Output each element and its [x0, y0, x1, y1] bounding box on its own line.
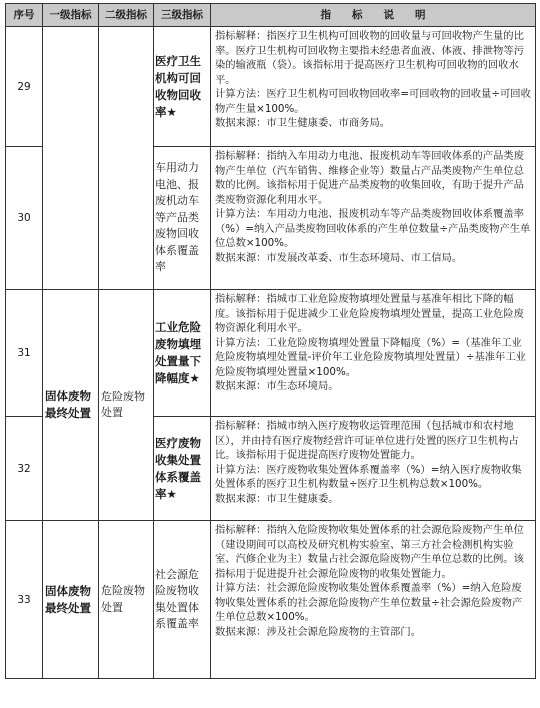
method-text: 计算方法：社会源危险废物收集处置体系覆盖率（%）=纳入危险废物收集处置体系的社会源危险废物产生单位数量÷社会源危险废物产生单位总数×100%。: [215, 582, 523, 623]
explanation-text: 指标解释：指纳入车用动力电池、报废机动车等回收体系的产品类废物产生单位（汽车销售、维修企业等）数量占产品类废物产生单位总数的比例。该指标用于促进产品类废物的收集回收，有助于提升产品类废物资源化利用水平。: [215, 150, 524, 206]
row-index: 32: [6, 417, 43, 521]
level1-cell-empty: [43, 27, 99, 290]
header-level3: 三级指标: [154, 4, 211, 27]
level2-indicator: 危险废物处置: [99, 290, 154, 521]
explanation-text: 指标解释：指纳入危险废物收集处置体系的社会源危险废物产生单位（建设期间可以高校及研究机构实验室、第三方社会检测机构实验室、汽修企业为主）数量占社会源危险废物产生单位总数的比例。该指标用于促进提升社会源危险废物的收集处置能力。: [215, 524, 524, 580]
source-text: 数据来源：市发展改革委、市生态环境局、市工信局。: [215, 251, 463, 264]
method-text: 计算方法：医疗卫生机构可回收物回收率=可回收物的回收量÷可回收物产生量×100%。: [215, 88, 531, 115]
explanation-text: 指标解释：指城市纳入医疗废物收运管理范围（包括城市和农村地区），并由持有医疗废物经营许可证单位进行处置的医疗卫生机构占比。该指标用于促进提高医疗废物处置能力。: [215, 420, 519, 461]
method-text: 计算方法：工业危险废物填埋处置量下降幅度（%）=（基准年工业危险废物填埋处置量-评价年工业危险废物填埋处置量）÷基准年工业危险废物填埋处置量×100%。: [215, 336, 526, 378]
indicator-description: [211, 290, 536, 417]
table-row: [6, 27, 536, 147]
level2-indicator: 危险废物处置: [99, 521, 154, 679]
header-level1: 一级指标: [43, 4, 99, 27]
row-index: 29: [6, 27, 43, 147]
explanation-text: 指标解释：指医疗卫生机构可回收物的回收量与可回收物产生量的比率。医疗卫生机构可回收物主要指未经患者血液、体液、排泄物等污染的输液瓶（袋）。该指标用于提高医疗卫生机构可回收物的回收水平。: [215, 30, 524, 86]
level3-indicator: 社会源危险废物收集处置体系覆盖率: [154, 521, 211, 679]
row-index: 30: [6, 147, 43, 290]
level3-indicator: 医疗卫生机构可回收物回收率★: [154, 27, 211, 147]
source-text: 数据来源：市卫生健康委。: [215, 492, 339, 505]
explanation-text: 指标解释：指城市工业危险废物填埋处置量与基准年相比下降的幅度。该指标用于促进减少工业危险废物填埋处置量，提高工业危险废物资源化利用水平。: [215, 293, 524, 334]
indicator-table: [5, 3, 536, 679]
level3-indicator: 车用动力电池、报废机动车等产品类废物回收体系覆盖率: [154, 147, 211, 290]
method-text: 计算方法：医疗废物收集处置体系覆盖率（%）=纳入医疗废物收集处置体系的医疗卫生机构数量÷医疗卫生机构总数×100%。: [215, 463, 522, 490]
indicator-description: [211, 27, 536, 147]
level3-indicator: 工业危险废物填埋处置量下降幅度★: [154, 290, 211, 417]
source-text: 数据来源：市卫生健康委、市商务局。: [215, 117, 391, 129]
level1-indicator: 固体废物最终处置: [43, 290, 99, 521]
level3-indicator: 医疗废物收集处置体系覆盖率★: [154, 417, 211, 521]
header-level2: 二级指标: [99, 4, 154, 27]
table-header-row: [6, 4, 536, 27]
level1-indicator: 固体废物最终处置: [43, 521, 99, 679]
method-text: 计算方法：车用动力电池、报废机动车等产品类废物回收体系覆盖率（%）=纳入产品类废物回收体系的产生单位数量÷产品类废物产生单位总数×100%。: [215, 208, 531, 249]
source-text: 数据来源：涉及社会源危险废物的主管部门。: [215, 625, 421, 638]
table-row: [6, 521, 536, 679]
indicator-description: [211, 417, 536, 521]
indicator-description: [211, 147, 536, 290]
source-text: 数据来源：市生态环境局。: [215, 380, 339, 392]
table-row: [6, 290, 536, 417]
row-index: 33: [6, 521, 43, 679]
header-index: 序号: [6, 4, 43, 27]
level2-cell-empty: [99, 27, 154, 290]
row-index: 31: [6, 290, 43, 417]
indicator-description: [211, 521, 536, 679]
header-description: 指 标 说 明: [211, 4, 536, 27]
